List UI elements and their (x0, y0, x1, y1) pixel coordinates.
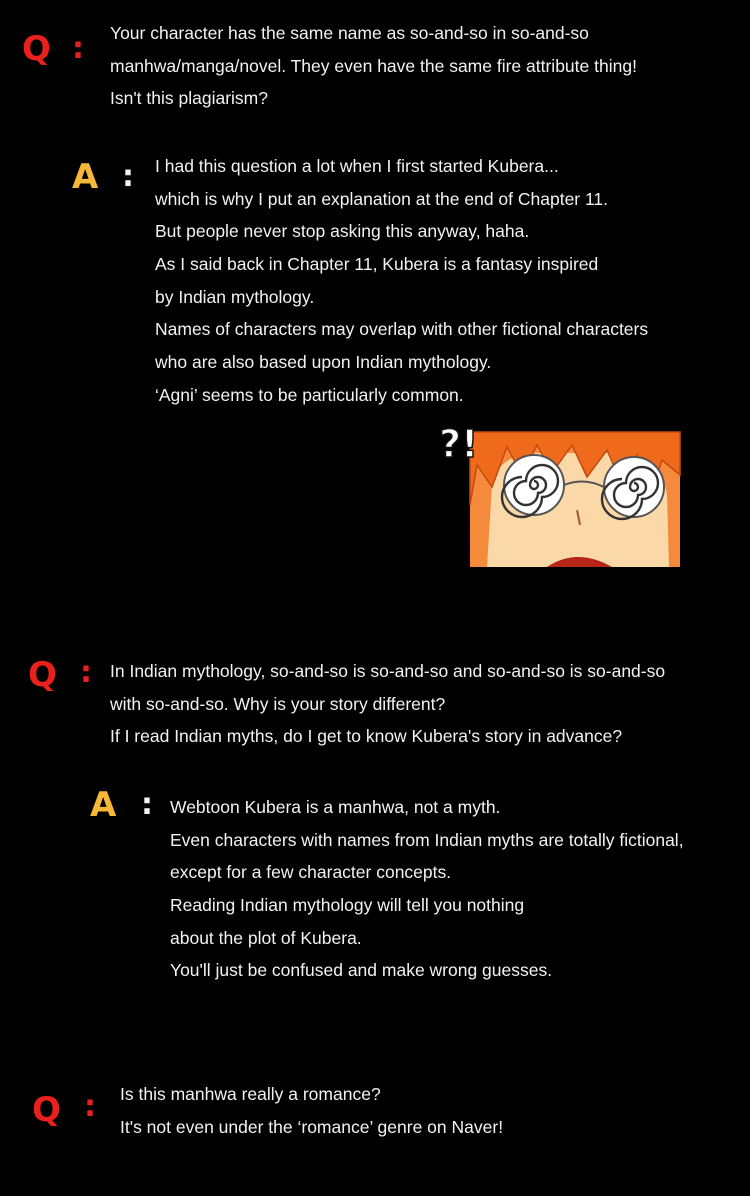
answer-marker: A (72, 157, 99, 197)
answer-line: who are also based upon Indian mythology. (155, 352, 492, 373)
question-colon: : (80, 655, 92, 690)
answer-marker: A (90, 785, 117, 825)
question-line: It's not even under the ‘romance’ genre on Naver! (120, 1116, 504, 1137)
dizzy-character-illustration (437, 415, 687, 575)
answer-line: ‘Agni’ seems to be particularly common. (155, 384, 464, 405)
question-line: If I read Indian myths, do I get to know Kubera's story in advance? (110, 726, 623, 747)
question-colon: : (72, 31, 84, 66)
question-line: Your character has the same name as so-and-so in so-and-so (110, 23, 589, 43)
answer-line: except for a few character concepts. (170, 862, 452, 883)
question-1-text (110, 17, 637, 115)
answer-line: Reading Indian mythology will tell you nothing (170, 895, 525, 916)
answer-line: But people never stop asking this anyway, haha. (155, 221, 530, 242)
question-line: with so-and-so. Why is your story different? (110, 693, 446, 714)
answer-line: Webtoon Kubera is a manhwa, not a myth. (170, 797, 501, 817)
answer-2-text (170, 791, 684, 987)
question-marker: Q (22, 29, 51, 69)
dizzy-face-icon (437, 415, 687, 575)
answer-colon: : (141, 787, 153, 822)
question-line: manhwa/manga/novel. They even have the same fire attribute thing! (110, 55, 637, 76)
answer-1-text (155, 150, 648, 412)
answer-line: As I said back in Chapter 11, Kubera is a fantasy inspired (155, 254, 599, 275)
surprise-exclamation: ?! (439, 422, 479, 466)
question-colon: : (84, 1089, 96, 1124)
question-line: Is this manhwa really a romance? (120, 1084, 381, 1104)
question-2-text (110, 655, 665, 753)
question-marker: Q (28, 655, 57, 695)
answer-line: I had this question a lot when I first started Kubera... (155, 156, 559, 176)
answer-line: Names of characters may overlap with other fictional characters (155, 319, 649, 340)
answer-line: You'll just be confused and make wrong guesses. (170, 960, 553, 981)
answer-line: Even characters with names from Indian myths are totally fictional, (170, 829, 684, 850)
question-line: Isn't this plagiarism? (110, 88, 268, 109)
answer-colon: : (122, 159, 134, 194)
answer-line: which is why I put an explanation at the end of Chapter 11. (155, 188, 609, 209)
answer-line: by Indian mythology. (155, 286, 315, 307)
question-line: In Indian mythology, so-and-so is so-and-so and so-and-so is so-and-so (110, 661, 666, 681)
question-marker: Q (32, 1090, 61, 1130)
answer-line: about the plot of Kubera. (170, 927, 362, 948)
question-3-text (120, 1078, 503, 1143)
